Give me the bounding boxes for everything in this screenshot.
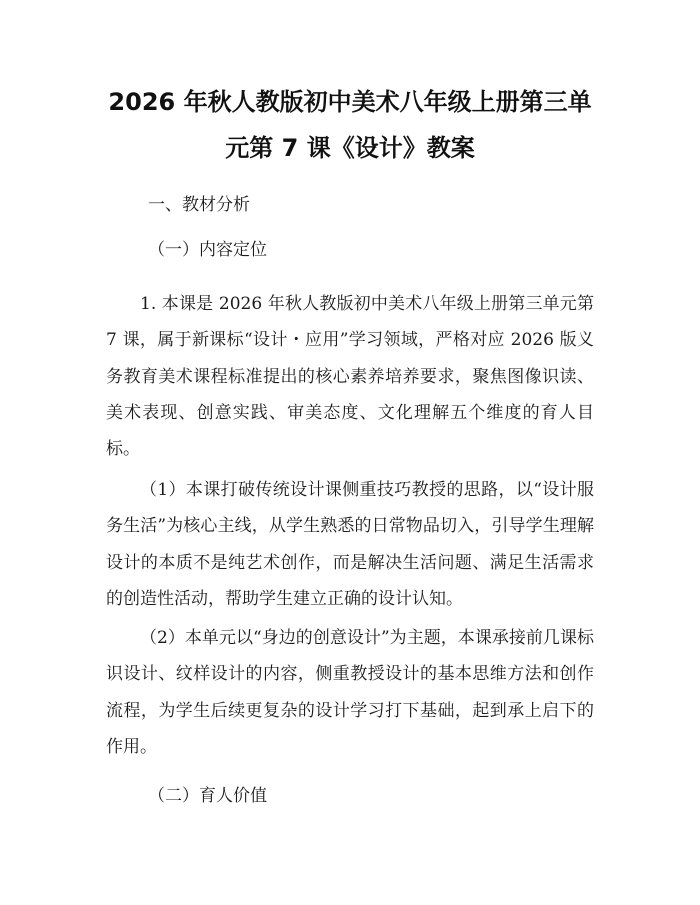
section-heading-textbook-analysis: 一、教材分析 — [148, 195, 250, 215]
subsection-heading-educational-value: （二）育人价值 — [148, 786, 267, 806]
subsection-heading-content-positioning: （一）内容定位 — [148, 240, 267, 260]
document-title-line-1: 2026 年秋人教版初中美术八年级上册第三单 — [108, 88, 592, 116]
paragraph-design-serves-life: （1）本课打破传统设计课侧重技巧教授的思路，以“设计服务生活”为核心主线，从学生熟悉的日常物品切入，引导学生理解设计的本质不是纯艺术创作，而是解决生活问题、满足生活需求的创造性活动，帮助学生建立正确的设计认知。 — [106, 480, 594, 609]
paragraph-course-overview: 1. 本课是 2026 年秋人教版初中美术八年级上册第三单元第 7 课，属于新课标“设计・应用”学习领域，严格对应 2026 版义务教育美术课程标准提出的核心素养培养要求，聚焦图像识读、美术表现、创意实践、审美态度、文化理解五个维度的育人目标。 — [106, 294, 594, 460]
paragraph-unit-theme: （2）本单元以“身边的创意设计”为主题，本课承接前几课标识设计、纹样设计的内容，侧重教授设计的基本思维方法和创作流程，为学生后续更复杂的设计学习打下基础，起到承上启下的作用。 — [106, 628, 594, 757]
document-title-line-2: 元第 7 课《设计》教案 — [225, 134, 475, 162]
